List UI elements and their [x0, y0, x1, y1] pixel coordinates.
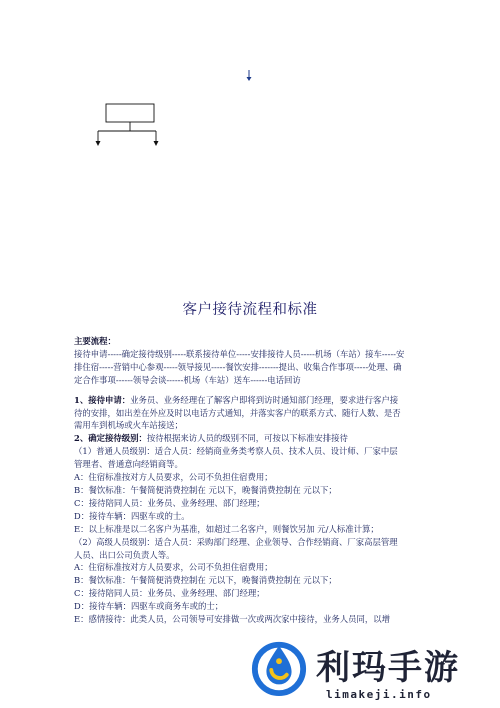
standard-line: E：感情接待：此类人员，公司领导可安排做一次或两次家中接待，业务人员同，以增	[74, 614, 390, 625]
standard-line: A：住宿标准按对方人员要求，公司不负担住宿费用；	[74, 562, 273, 573]
process-line: 接待申请-----确定接待级别-----联系接待单位-----安排接待人员-----机场（车站）接车-----安	[74, 348, 405, 359]
flow-arrowhead-left	[96, 141, 101, 146]
watermark-url: limakeji.info	[326, 688, 432, 701]
section-2-line: （2）高级人员级别：适合人员：采购部门经理、企业领导、合作经销商、厂家高层管理	[74, 536, 398, 547]
standard-line: C：接待陪同人员：业务员、业务经理、部门经理；	[74, 497, 265, 508]
process-line: 排住宿-----营销中心参观-----领导接见-----餐饮安排-------提出、收集合作事项-----处理、确	[74, 361, 402, 372]
standard-line: D：接待车辆：四驱车或的士。	[74, 510, 190, 521]
section-2-first-line	[74, 432, 424, 445]
standard-line: B：餐饮标准：午餐简便消费控制在 元以下，晚餐消费控制在 元以下；	[74, 484, 337, 495]
water-drop-logo-icon	[250, 638, 308, 696]
section-1-line: 待的安排，如出差在外应及时以电话方式通知，并落实客户的联系方式、随行人数、是否	[74, 407, 401, 418]
section-1-line: 需用车到机场或火车站接送；	[74, 420, 183, 431]
watermark	[228, 634, 500, 708]
section-2-label: 2、确定接待级别：	[74, 433, 147, 444]
standard-line: A：住宿标准按对方人员要求，公司不负担住宿费用；	[74, 472, 273, 483]
section-1-label: 1、接待申请：	[74, 394, 131, 405]
standard-line: E：以上标准是以二名客户为基准，如超过二名客户，则餐饮另加 元/人标准计算；	[74, 523, 379, 534]
standard-line: C：接待陪同人员：业务员、业务经理、部门经理；	[74, 588, 265, 599]
document-title: 客户接待流程和标准	[182, 302, 318, 318]
watermark-brand: 利玛手游	[316, 648, 460, 688]
section-2-line: （1）普通人员级别：适合人员：经销商业务类考察人员、技术人员、设计师、厂家中层	[74, 446, 398, 457]
flow-arrowhead-top	[247, 77, 252, 81]
flow-arrowhead-right	[154, 141, 159, 146]
process-line: 定合作事项------领导会谈------机场（车站）送车------电话回访	[74, 374, 301, 385]
standard-line: B：餐饮标准：午餐简便消费控制在 元以下，晚餐消费控制在 元以下；	[74, 575, 337, 586]
standard-line: D：接待车辆：四驱车或商务车或的士；	[74, 601, 224, 612]
section-1-text: 业务员、业务经理在了解客户即将到访时通知部门经理，要求进行客户接	[130, 394, 399, 405]
document-body	[74, 335, 424, 626]
main-process-heading: 主要流程：	[74, 336, 116, 346]
section-2-line: 管理者、普通意向经销商等。	[74, 459, 183, 470]
flowchart-fragment	[0, 0, 500, 160]
section-1-first-line	[74, 394, 424, 407]
section-2-line: 人员、出口公司负责人等。	[74, 549, 175, 560]
section-2-text: 按待根据来访人员的级别不同，可按以下标准安排接待	[146, 433, 348, 444]
flow-box	[106, 104, 154, 122]
